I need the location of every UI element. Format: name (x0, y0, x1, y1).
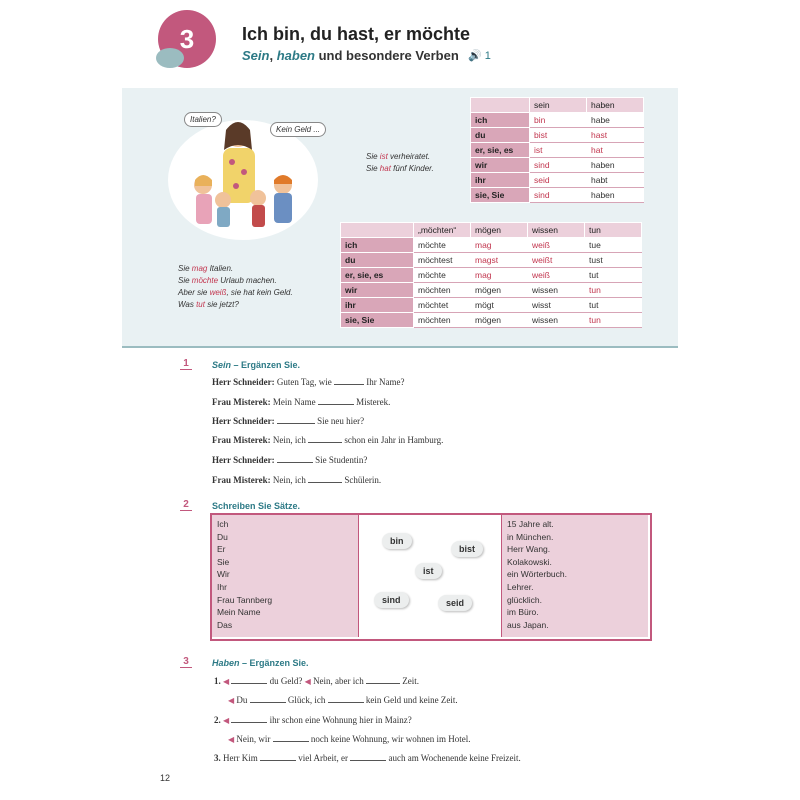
table-cell: haben (587, 188, 644, 203)
page-title: Ich bin, du hast, er möchte (242, 24, 471, 44)
table-cell: wissen (528, 283, 585, 298)
verb-pill-bist: bist (451, 541, 483, 557)
complement-item: Lehrer. (507, 581, 534, 592)
page-subtitle (242, 48, 459, 63)
sein-example-2: Sie hat fünf Kinder. (366, 164, 434, 173)
exercise-3-line: ◀ Nein, wir noch keine Wohnung, wir wohnen im Hotel. (228, 734, 471, 744)
play-icon[interactable]: ◀ (304, 677, 311, 686)
answer-blank[interactable] (260, 752, 296, 761)
answer-blank[interactable] (318, 396, 354, 405)
table-cell: mögen (471, 313, 528, 328)
pronoun-cell: sie, Sie (341, 313, 414, 328)
table-cell: magst (471, 253, 528, 268)
table-row (341, 313, 642, 328)
page-number: 12 (160, 773, 171, 783)
verb-pill-sind: sind (374, 592, 409, 608)
answer-blank[interactable] (250, 694, 286, 703)
complement-item: im Büro. (507, 607, 539, 618)
table-row (471, 113, 644, 128)
pronoun-cell: ihr (341, 298, 414, 313)
pronoun-cell: du (471, 128, 530, 143)
table-cell: seid (530, 173, 587, 188)
subtitle-rest: und besondere Verben (315, 48, 459, 63)
exercise-2-number: 2 (180, 499, 192, 511)
complement-item: aus Japan. (507, 619, 549, 630)
modal-verbs-table (340, 222, 642, 328)
table-header-cell: „möchten“ (414, 223, 471, 238)
modal-example-4: Was tut sie jetzt? (178, 300, 239, 309)
complements-list (507, 518, 567, 631)
table-header-row (341, 223, 642, 238)
sein-haben-table (470, 97, 644, 203)
answer-blank[interactable] (277, 415, 315, 424)
table-cell: wisst (528, 298, 585, 313)
table-cell: tut (585, 298, 642, 313)
exercise-3-title: Haben – Ergänzen Sie. (212, 658, 309, 668)
column-divider (501, 515, 502, 637)
speaker-icon[interactable]: 🔊 (468, 50, 482, 62)
table-cell: bist (530, 128, 587, 143)
table-cell: hast (587, 128, 644, 143)
table-header-cell: sein (530, 98, 587, 113)
exercise-1-line: Frau Misterek: Nein, ich schon ein Jahr in Hamburg. (212, 435, 444, 445)
table-row (341, 283, 642, 298)
subject-item: Sie (217, 556, 230, 567)
table-cell: mögen (471, 283, 528, 298)
pronoun-cell: ich (341, 238, 414, 253)
table-cell: möchten (414, 283, 471, 298)
answer-blank[interactable] (231, 714, 267, 723)
table-cell: möchte (414, 268, 471, 283)
table-cell: weißt (528, 253, 585, 268)
modal-example-3: Aber sie weiß, sie hat kein Geld. (178, 288, 293, 297)
table-row (341, 238, 642, 253)
table-header-cell: tun (585, 223, 642, 238)
table-row (471, 188, 644, 203)
table-row (471, 143, 644, 158)
subject-item: Ich (217, 519, 229, 529)
sein-example-1: Sie ist verheiratet. (366, 152, 431, 161)
verb-pill-seid: seid (438, 595, 472, 611)
table-row (471, 173, 644, 188)
subject-item: Das (217, 619, 233, 630)
table-cell: habt (587, 173, 644, 188)
pronoun-cell: ihr (471, 173, 530, 188)
answer-blank[interactable] (328, 694, 364, 703)
play-icon[interactable]: ◀ (228, 696, 235, 705)
subjects-list (217, 518, 272, 631)
verb-pill-bin: bin (382, 533, 412, 549)
exercise-1-line: Frau Misterek: Mein Name Misterek. (212, 397, 391, 407)
subject-item: Mein Name (217, 607, 261, 618)
table-header-row (471, 98, 644, 113)
pronoun-cell: wir (341, 283, 414, 298)
complement-item: Herr Wang. (507, 544, 551, 555)
answer-blank[interactable] (273, 733, 309, 742)
pronoun-cell: wir (471, 158, 530, 173)
subtitle-sein: Sein (242, 48, 270, 63)
table-header-cell (471, 98, 530, 113)
pronoun-cell: ich (471, 113, 530, 128)
speech-bubble-italien: Italien? (184, 112, 222, 127)
table-cell: mögt (471, 298, 528, 313)
table-row (341, 298, 642, 313)
audio-track[interactable] (468, 49, 491, 62)
table-cell: tun (585, 283, 642, 298)
pronoun-cell: er, sie, es (471, 143, 530, 158)
pronoun-cell: sie, Sie (471, 188, 530, 203)
table-cell: mag (471, 238, 528, 253)
grammar-box-divider (122, 346, 678, 348)
subtitle-comma: , (269, 48, 277, 63)
answer-blank[interactable] (334, 376, 364, 385)
exercise-1-line: Herr Schneider: Guten Tag, wie Ihr Name? (212, 377, 405, 387)
complement-item: Kolakowski. (507, 556, 552, 567)
table-header-cell: haben (587, 98, 644, 113)
table-cell: ist (530, 143, 587, 158)
table-row (341, 253, 642, 268)
speech-bubble-kein-geld: Kein Geld ... (270, 122, 326, 137)
complement-item: 15 Jahre alt. (507, 519, 554, 529)
subject-item: Wir (217, 569, 230, 580)
table-header-cell (341, 223, 414, 238)
play-icon[interactable]: ◀ (228, 735, 235, 744)
table-cell: möchtet (414, 298, 471, 313)
exercise-1-line: Herr Schneider: Sie Studentin? (212, 455, 368, 465)
exercise-3-line: 3. Herr Kim viel Arbeit, er auch am Wochenende keine Freizeit. (214, 753, 521, 763)
play-icon[interactable]: ◀ (223, 716, 230, 725)
exercise-3-number: 3 (180, 656, 192, 668)
subject-item: Frau Tannberg (217, 594, 273, 605)
modal-example-1: Sie mag Italien. (178, 264, 234, 273)
table-cell: weiß (528, 238, 585, 253)
exercise-3-line: 2. ◀ ihr schon eine Wohnung hier in Mainz? (214, 715, 412, 725)
table-cell: mag (471, 268, 528, 283)
table-cell: tust (585, 253, 642, 268)
complement-item: in München. (507, 531, 554, 542)
answer-blank[interactable] (231, 675, 267, 684)
exercise-1-line: Frau Misterek: Nein, ich Schülerin. (212, 475, 382, 485)
answer-blank[interactable] (308, 434, 342, 443)
chapter-number: 3 (179, 23, 195, 54)
pronoun-cell: er, sie, es (341, 268, 414, 283)
exercise-2-title: Schreiben Sie Sätze. (212, 501, 301, 511)
table-cell: weiß (528, 268, 585, 283)
table-row (341, 268, 642, 283)
answer-blank[interactable] (308, 474, 342, 483)
exercise-3-line: ◀ Du Glück, ich kein Geld und keine Zeit. (228, 695, 458, 705)
table-cell: tun (585, 313, 642, 328)
table-cell: wissen (528, 313, 585, 328)
table-cell: möchten (414, 313, 471, 328)
verb-pill-ist: ist (415, 563, 442, 579)
table-row (471, 158, 644, 173)
modal-example-sentences (178, 263, 293, 311)
exercise-1-title: Sein – Ergänzen Sie. (212, 360, 301, 370)
answer-blank[interactable] (366, 675, 400, 684)
column-divider (358, 515, 359, 637)
table-cell: tut (585, 268, 642, 283)
audio-track-number: 1 (484, 50, 491, 62)
modal-example-2: Sie möchte Urlaub machen. (178, 276, 277, 285)
subject-item: Du (217, 531, 228, 542)
table-row (471, 128, 644, 143)
table-header-cell: wissen (528, 223, 585, 238)
exercise-1-number: 1 (180, 358, 192, 370)
exercise-3-line: 1. ◀ du Geld? ◀ Nein, aber ich Zeit. (214, 676, 420, 686)
subject-item: Ihr (217, 581, 227, 592)
play-icon[interactable]: ◀ (223, 677, 230, 686)
table-cell: möchtest (414, 253, 471, 268)
answer-blank[interactable] (350, 752, 386, 761)
answer-blank[interactable] (277, 454, 313, 463)
subtitle-haben: haben (276, 48, 315, 63)
table-cell: sind (530, 188, 587, 203)
table-cell: hat (587, 143, 644, 158)
exercise-1-line: Herr Schneider: Sie neu hier? (212, 416, 365, 426)
complement-item: glücklich. (507, 594, 542, 605)
table-cell: bin (530, 113, 587, 128)
table-cell: tue (585, 238, 642, 253)
sein-example-sentences (366, 151, 434, 175)
table-cell: habe (587, 113, 644, 128)
complement-item: ein Wörterbuch. (507, 569, 567, 580)
subject-item: Er (217, 544, 226, 555)
pronoun-cell: du (341, 253, 414, 268)
table-cell: sind (530, 158, 587, 173)
table-header-cell: mögen (471, 223, 528, 238)
table-cell: haben (587, 158, 644, 173)
table-cell: möchte (414, 238, 471, 253)
